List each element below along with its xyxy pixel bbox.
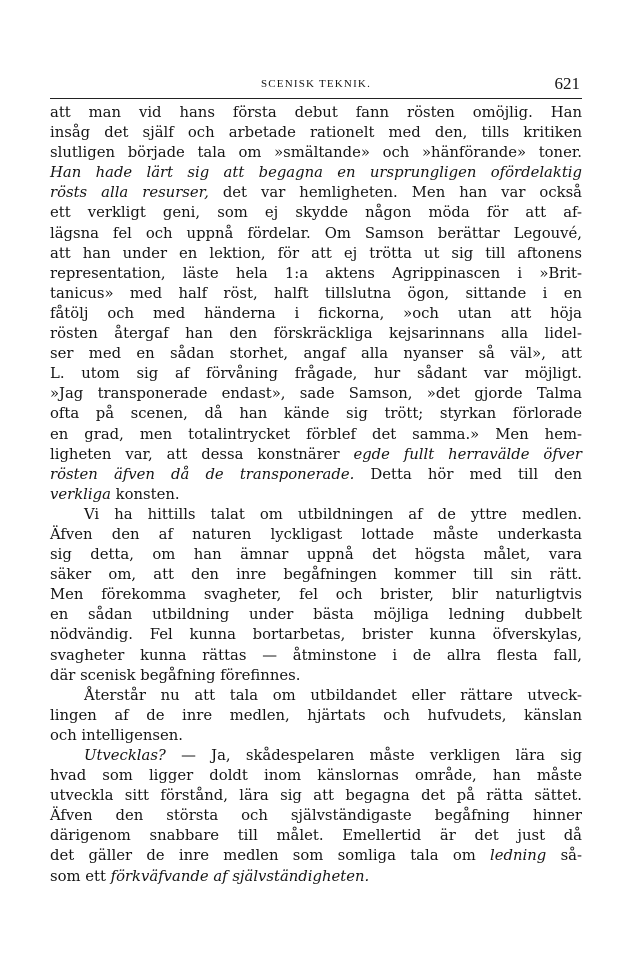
page-number: 621 [554,74,580,93]
line-text: nödvändig. Fel kunna bortarbetas, brister kunna öfverskylas, [50,626,582,644]
line-text: därigenom snabbare till målet. Emellertid är det just då [50,827,582,845]
text-line [50,726,582,746]
italic-text: verkliga [50,485,111,503]
text-line [50,404,582,424]
line-text: där scenisk begåfning förefinnes. [50,666,301,684]
line-text: Vi ha hittills talat om utbildningen af de yttre medlen. [84,505,582,523]
text-line [50,344,582,364]
line-text: det gäller de inre medlen som somliga tala om [50,847,491,865]
line-text: Detta hör med till den [354,465,582,483]
text-line [50,746,582,766]
text-line [50,284,582,304]
text-line [50,565,582,585]
italic-text: egde fullt herravälde öfver [353,445,582,463]
line-text: L. utom sig af förvåning frågade, hur sådant var möjligt. [50,365,582,383]
text-line [50,666,582,686]
text-line [50,465,582,485]
line-text: Äfven den af naturen lyckligast lottade måste underkasta [50,525,582,543]
line-text: — Ja, skådespelaren måste verkligen lära sig [165,747,582,764]
line-text: och intelligensen. [50,726,183,744]
text-line [50,264,582,284]
italic-text: Han hade lärt sig att begagna en ursprungligen ofördelaktig [50,164,582,182]
line-text: Äfven den största och självständigaste begåfning hinner [50,807,582,825]
line-text: fåtölj och med händerna i fickorna, »och utan att höja [50,304,582,322]
line-text: hvad som ligger doldt inom känslornas område, han måste [50,767,582,785]
text-line [50,525,582,545]
italic-text: rösts alla resurser, [50,184,209,202]
text-line [50,143,582,163]
line-text: rösten återgaf han den förskräckliga kejsarinnans alla lidel- [50,325,582,343]
text-line [50,183,582,203]
line-text: insåg det själf och arbetade rationelt med den, tills kritiken [50,124,582,142]
text-line [50,766,582,786]
line-text: »Jag transponerade endast», sade Samson, »det gjorde Talma [50,385,582,403]
line-text: tanicus» med half röst, halft tillslutna ögon, sittande i en [50,284,582,302]
text-line [50,304,582,324]
text-line [50,686,582,706]
text-line [50,826,582,846]
line-text: att man vid hans första debut fann rösten omöjlig. Han [50,104,582,121]
text-line [50,123,582,143]
line-text: ligheten var, att dessa konstnärer [50,445,354,463]
text-line [50,806,582,826]
italic-text: rösten äfven då de transponerade. [50,465,355,483]
text-line [50,585,582,605]
text-line [50,605,582,625]
text-line [50,867,582,887]
line-text: ser med en sådan storhet, angaf alla nyanser så väl», att [50,345,582,363]
line-text: konsten. [110,485,180,503]
line-text: utveckla sitt förstånd, lära sig att begagna det på rätta sättet. [50,787,582,805]
text-line [50,384,582,404]
italic-text: Utvecklas? [84,747,166,764]
text-line [50,786,582,806]
line-text: som ett [50,867,111,885]
line-text: säker om, att den inre begåfningen kommer till sin rätt. [50,566,582,584]
line-text: så- [546,847,582,865]
text-line [50,646,582,666]
text-line [50,706,582,726]
italic-text: ledning [490,847,547,865]
line-text: slutligen började tala om »smältande» och »hänförande» toner. [50,144,582,162]
line-text: lägsna fel och uppnå fördelar. Om Samson berättar Legouvé, [50,224,582,242]
text-line [50,203,582,223]
line-text: representation, läste hela 1:a aktens Agrippinascen i »Brit- [50,264,582,282]
text-line [50,224,582,244]
text-line [50,485,582,505]
text-line [50,364,582,384]
line-text: att han under en lektion, för att ej trötta ut sig till aftonens [50,244,582,262]
text-line [50,625,582,645]
text-line [50,425,582,445]
text-line [50,445,582,465]
text-line [50,103,582,123]
running-title: SCENISK TEKNIK. [260,78,372,90]
line-text: lingen af de inre medlen, hjärtats och hufvudets, känslan [50,706,582,724]
line-text: ofta på scenen, då han kände sig trött; styrkan förlorade [50,405,582,423]
line-text: sig detta, om han ämnar uppnå det högsta målet, vara [50,546,582,564]
italic-text: förkväfvande af självständigheten. [110,867,370,885]
line-text: en sådan utbildning under bästa möjliga ledning dubbelt [50,606,582,624]
text-line [50,545,582,565]
text-line [50,324,582,344]
line-text: en grad, men totalintrycket förblef det samma.» Men hem- [50,425,582,443]
line-text: ett verkligt geni, som ej skydde någon möda för att af- [50,204,582,222]
page-header [50,76,582,99]
text-line [50,846,582,866]
line-text: svagheter kunna rättas — åtminstone i de allra flesta fall, [50,646,582,664]
body-text [50,103,582,887]
text-line [50,244,582,264]
text-line [50,163,582,183]
line-text: det var hemligheten. Men han var också [208,184,582,202]
line-text: Men förekomma svagheter, fel och brister, blir naturligtvis [50,586,582,604]
line-text: Återstår nu att tala om utbildandet eller rättare utveck- [84,686,582,704]
text-line [50,505,582,525]
